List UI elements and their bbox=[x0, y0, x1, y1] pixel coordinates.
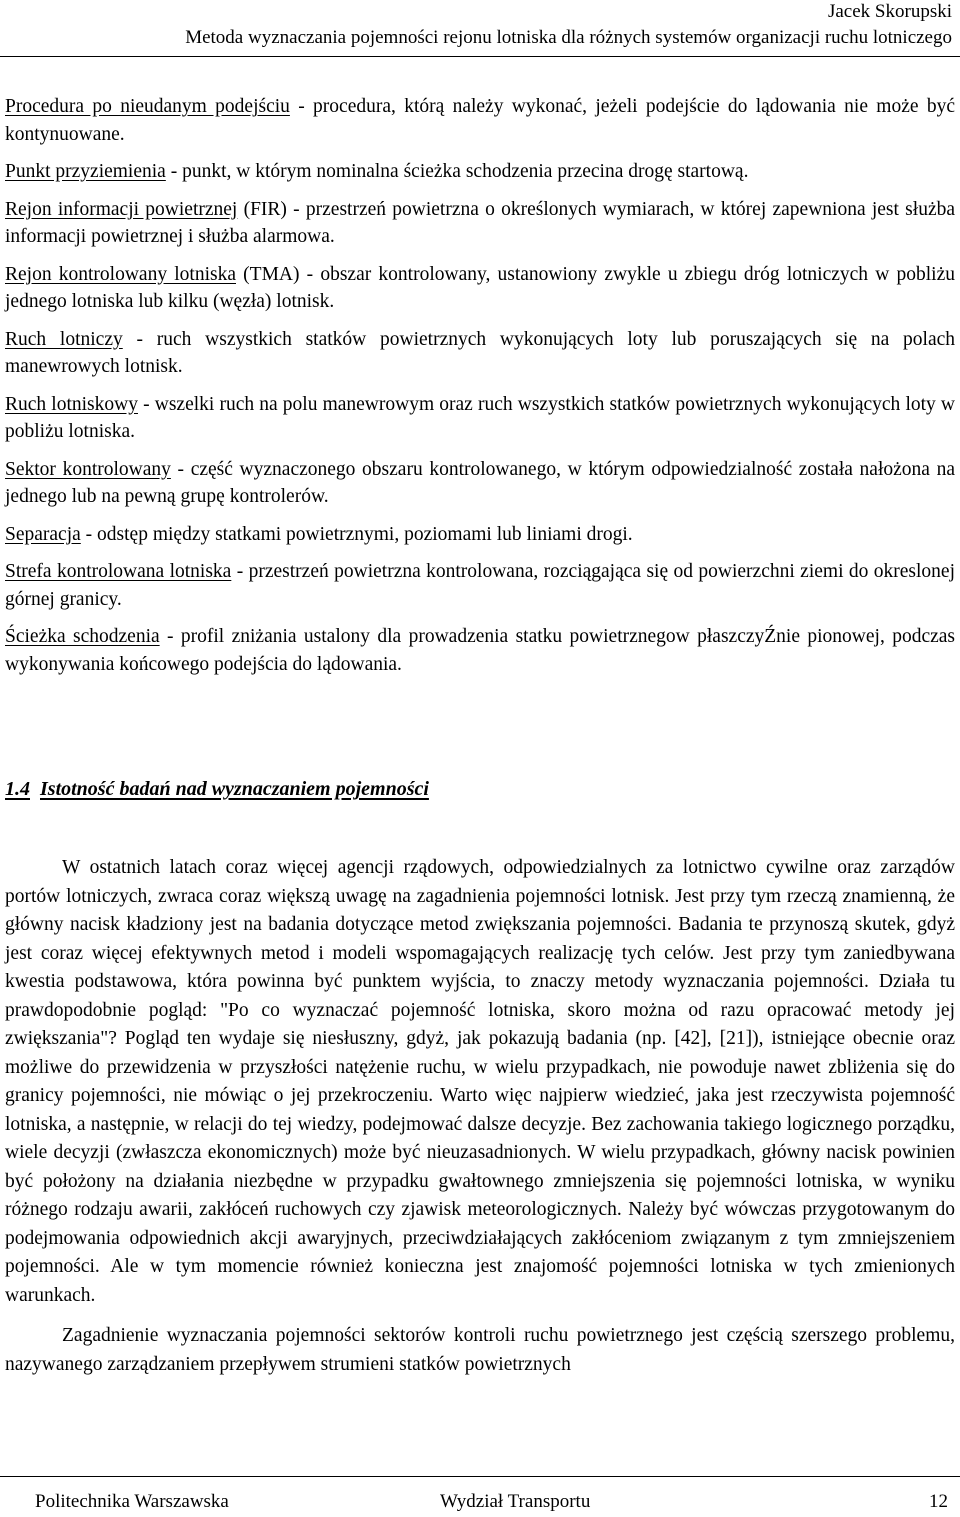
section-heading bbox=[5, 778, 429, 801]
definition-item bbox=[5, 456, 955, 511]
definition-item bbox=[5, 558, 955, 613]
body-paragraph: Zagadnienie wyznaczania pojemności sektorów kontroli ruchu powietrznego jest częścią szerszego problemu, nazywanego zarządzaniem przepływem strumieni statków powietrznych bbox=[5, 1325, 955, 1375]
footer-faculty: Wydział Transportu bbox=[440, 1491, 591, 1512]
definition-item bbox=[5, 326, 955, 381]
definition-item bbox=[5, 261, 955, 316]
definition-item bbox=[5, 158, 955, 186]
definition-text: - część wyznaczonego obszaru kontrolowanego, w którym odpowiedzialność została nałożona na jednego lub na pewną grupę kontrolerów. bbox=[5, 458, 955, 507]
definition-text: - przestrzeń powietrzna kontrolowana, rozciągająca się od powierzchni ziemi do okreslonej górnej granicy. bbox=[5, 561, 956, 610]
section-title: Istotność badań nad wyznaczaniem pojemności bbox=[40, 778, 429, 800]
page-number: 12 bbox=[929, 1491, 948, 1512]
definition-term: Rejon kontrolowany lotniska bbox=[5, 263, 236, 285]
header-divider bbox=[0, 56, 960, 57]
definition-term: Ruch lotniskowy bbox=[5, 393, 138, 415]
definition-item bbox=[5, 93, 955, 148]
definition-text: (TMA) - obszar kontrolowany, ustanowiony zwykle u zbiegu dróg lotniczych w pobliżu jednego lotniska lub kilku (węzła) lotnisk. bbox=[5, 263, 955, 312]
definition-text: - ruch wszystkich statków powietrznych wykonujących loty lub poruszających się na polach manewrowych lotnisk. bbox=[5, 328, 956, 377]
body-paragraph: W ostatnich latach coraz więcej agencji rządowych, odpowiedzialnych za lotnictwo cywilne oraz zarządów portów lotniczych, zwraca coraz większą uwagę na zagadnienia pojemności lotnisk. Jest przy tym rzeczą znamienną, że główny nacisk kładziony jest na badania dotyczące metod zwiększania pojemności. Badania te przynoszą skutek, gdyż jest coraz więcej efektywnych metod i modeli wspomagających realizację tych celów. Jest przy tym zaniedbywana kwestia podstawowa, która powinna być punktem wyjścia, to znaczy metody wyznaczania pojemności. Działa tu prawdopodobnie pogląd: "Po co wyznaczać pojemność lotniska, skoro można od razu opracować metody jej zwiększania"? Pogląd ten wydaje się niesłuszny, gdyż, jak pokazują badania (np. [42], [21]), istniejące obecnie oraz możliwe do przewidzenia w przyszłości natężenie ruchu, w wielu przypadkach, nie powoduje nawet zbliżenia się do granicy pojemności, nie mówiąc o jej przekroczeniu. Warto więc najpierw wiedzieć, jaka jest rzeczywista pojemność lotniska, a następnie, w relacji do tej wiedzy, podejmować dalsze decyzje. Bez zachowania takiego logicznego porządku, wiele decyzji (zwłaszcza ekonomicznych) może być nieuzasadnionych. W wielu przypadkach, główny nacisk powinien być położony na działania niezbędne w przypadku gwałtownego zmniejszenia się pojemności lotniska, w wyniku różnego rodzaju awarii, zakłóceń ruchowych czy zjawisk meteorologicznych. Należy być wówczas przygotowanym do podejmowania odpowiednich akcji awaryjnych, przeciwdziałających zakłóceniom związanym z tym zmniejszeniem pojemności. Ale w tym momencie również konieczna jest znajomość pojemności lotniska w tych zmienionych warunkach. bbox=[5, 857, 955, 1306]
definition-text: - wszelki ruch na polu manewrowym oraz ruch wszystkich statków powietrznych wykonujących loty w pobliżu lotniska. bbox=[5, 393, 955, 442]
definition-term: Strefa kontrolowana lotniska bbox=[5, 561, 232, 582]
section-number: 1.4 bbox=[5, 778, 30, 800]
definition-text: - profil zniżania ustalony dla prowadzenia statku powietrznegow płaszczyŹnie pionowej, podczas wykonywania końcowego podejścia do lądowania. bbox=[5, 626, 955, 675]
definition-item bbox=[5, 521, 955, 549]
definition-term: Procedura po nieudanym podejściu bbox=[5, 96, 290, 117]
footer-university: Politechnika Warszawska bbox=[35, 1491, 229, 1512]
definition-text: - punkt, w którym nominalna ścieżka schodzenia przecina drogę startową. bbox=[165, 161, 749, 182]
header-author: Jacek Skorupski bbox=[827, 1, 952, 22]
definition-item bbox=[5, 391, 955, 446]
definition-term: Punkt przyziemienia bbox=[5, 161, 166, 182]
definitions-list bbox=[5, 93, 955, 688]
footer-divider bbox=[0, 1476, 960, 1477]
definition-item bbox=[5, 196, 955, 251]
definition-text: (FIR) - przestrzeń powietrzna o określonych wymiarach, w której zapewniona jest służba informacji powietrznej i służba alarmowa. bbox=[5, 198, 955, 247]
section-body bbox=[5, 854, 955, 1379]
definition-term: Separacja bbox=[5, 523, 81, 545]
definition-term: Ścieżka schodzenia bbox=[5, 626, 160, 647]
header-title: Metoda wyznaczania pojemności rejonu lotniska dla różnych systemów organizacji ruchu lotniczego bbox=[185, 27, 952, 48]
definition-item bbox=[5, 623, 955, 678]
definition-term: Ruch lotniczy bbox=[5, 328, 123, 350]
definition-text: - procedura, którą należy wykonać, jeżeli podejście do lądowania nie może być kontynuowane. bbox=[5, 96, 956, 145]
definition-term: Sektor kontrolowany bbox=[5, 458, 171, 480]
definition-text: - odstęp między statkami powietrznymi, poziomami lub liniami drogi. bbox=[80, 523, 633, 545]
definition-term: Rejon informacji powietrznej bbox=[5, 198, 238, 220]
